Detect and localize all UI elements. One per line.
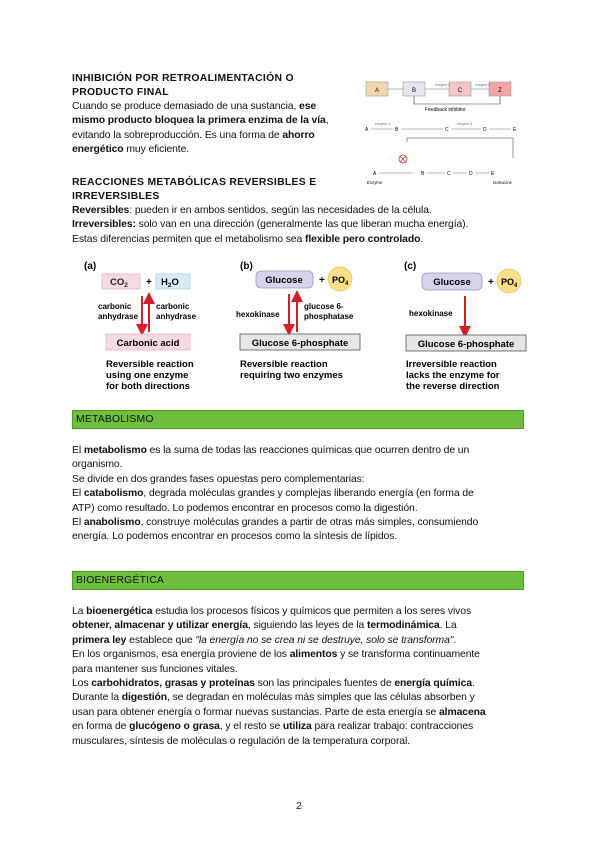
chain-tag: enzyme 3 [457,122,473,126]
top-tag: enzyme 4 [475,83,491,87]
svg-text:Glucose 6-phosphate: Glucose 6-phosphate [417,339,515,350]
reversible-paragraph: Reversibles: pueden ir en ambos sentidos, según las necesidades de la célula. Irreversibles: solo van en una dirección (generalmente las que liberan mucha energía). Estas diferencias permiten que el metabolismo sea flexible pero controlado. [72,205,469,245]
chain-e: E [513,127,517,133]
top-tag: enzyme 3 [435,83,451,87]
right-label: Isoleucine [493,180,512,185]
panel-tag-c: (c) [404,261,417,272]
svg-text:D: D [469,171,473,177]
reactions-figure [76,254,536,400]
svg-text:PO4: $PO_4$ [332,275,349,287]
svg-text:glucose 6-: glucose 6- [304,302,344,311]
svg-text:H2O: $H_2O$ [161,277,179,289]
reaction-b [236,261,360,381]
svg-text:hexokinase: hexokinase [409,309,453,318]
svg-text:A: A [373,171,377,177]
svg-text:+: + [488,277,494,288]
svg-text:carbonic: carbonic [98,302,132,311]
page-number: 2 [296,801,302,812]
title-line-2: IRREVERSIBLES [72,191,160,203]
reaction-c [404,261,526,392]
feedback-inhibition-diagram [363,78,525,190]
panel-tag-a: (a) [84,261,97,272]
svg-text:the reverse direction: the reverse direction [406,381,500,392]
svg-text:phosphatase: phosphatase [304,312,354,321]
title-line-1: REACCIONES METABÓLICAS REVERSIBLES E [72,177,317,188]
section-title-feedback [72,72,294,101]
section-bar-bioenergetica: BIOENERGÉTICA [72,571,524,590]
svg-text:PO4: $PO_4$ [501,277,518,289]
chain-d: D [483,127,487,133]
svg-text:Reversible reaction: Reversible reaction [240,359,328,370]
panel-tag-b: (b) [240,261,253,272]
box-c-label: C [457,88,463,94]
box-z-label: Z [498,88,502,94]
box-a-label: A [374,88,380,94]
chain-a: A [365,127,369,133]
svg-text:anhydrase: anhydrase [98,312,139,321]
svg-text:+: + [319,275,325,286]
bioenergetica-paragraph: La bioenergética estudia los procesos físicos y químicos que permiten a los seres vivos obtener, almacenar y utilizar energía, siguiendo las leyes de la termodinámica. La primera ley establece que "la energía no se crea ni se destruye, solo se transforma". En los organismos, esa energía proviene de los alimentos y se transforma continuamente para mantener sus funciones vitales. Los carbohidratos, grasas y proteínas son las principales fuentes de energía química. Durante la digestión, se degradan en moléculas más simples que las células absorben y usan para obtener energía o formar nuevas sustancias. Parte de esta energía se almacena en forma de glucógeno o grasa, y el resto se utiliza para realizar trabajo: contracciones musculares, síntesis de moléculas o regulación de la temperatura corporal. [72,606,486,747]
svg-text:requiring two enzymes: requiring two enzymes [240,370,343,381]
svg-text:Irreversible reaction: Irreversible reaction [406,359,497,370]
chain-c: C [445,127,449,133]
svg-text:hexokinase: hexokinase [236,310,280,319]
svg-text:CO2: $CO_2$ [110,277,128,289]
svg-text:Glucose 6-phosphate: Glucose 6-phosphate [251,338,349,349]
title-line-1: INHIBICIÓN POR RETROALIMENTACIÓN O [72,73,294,84]
svg-text:using one enzyme: using one enzyme [106,370,189,381]
chain-b: B [395,127,399,133]
svg-text:C: C [447,171,451,177]
feedback-paragraph: Cuando se produce demasiado de una sustancia, ese mismo producto bloquea la primera enzima de la vía, evitando la sobreproducción. Es una forma de ahorro energético muy eficiente. [72,101,329,156]
section-bar-metabolismo: METABOLISMO [72,410,524,429]
svg-text:+: + [146,277,152,288]
svg-text:anhydrase: anhydrase [156,312,197,321]
svg-text:Glucose: Glucose [265,275,303,286]
svg-text:Carbonic acid: Carbonic acid [116,338,180,349]
svg-text:for both directions: for both directions [106,381,190,392]
svg-text:Glucose: Glucose [433,277,471,288]
metabolismo-paragraph: El metabolismo es la suma de todas las reacciones químicas que ocurren dentro de un organismo. Se divide en dos grandes fases opuestas pero complementarias: El catabolismo, degrada moléculas grandes y complejas liberando energía (en forma de ATP) como resultado. Lo podemos encontrar en procesos como la digestión. El anabolismo, construye moléculas grandes a partir de otras más simples, consumiendo energía. Lo podemos encontrar en procesos como la síntesis de lípidos. [72,445,479,543]
svg-text:carbonic: carbonic [156,302,190,311]
chain-tag: enzyme 1 [375,122,391,126]
svg-text:E: E [491,171,495,177]
title-line-2: PRODUCTO FINAL [72,87,169,99]
feedback-inhibitor-label: Feedback inhibitor [425,107,466,113]
svg-text:lacks the enzyme for: lacks the enzyme for [406,370,500,381]
box-b-label: B [411,88,417,94]
svg-text:B: B [421,171,425,177]
section-title-reversible [72,176,316,205]
left-label: Enzyme [367,180,383,185]
reaction-a [84,261,197,392]
svg-text:Reversible reaction: Reversible reaction [106,359,194,370]
